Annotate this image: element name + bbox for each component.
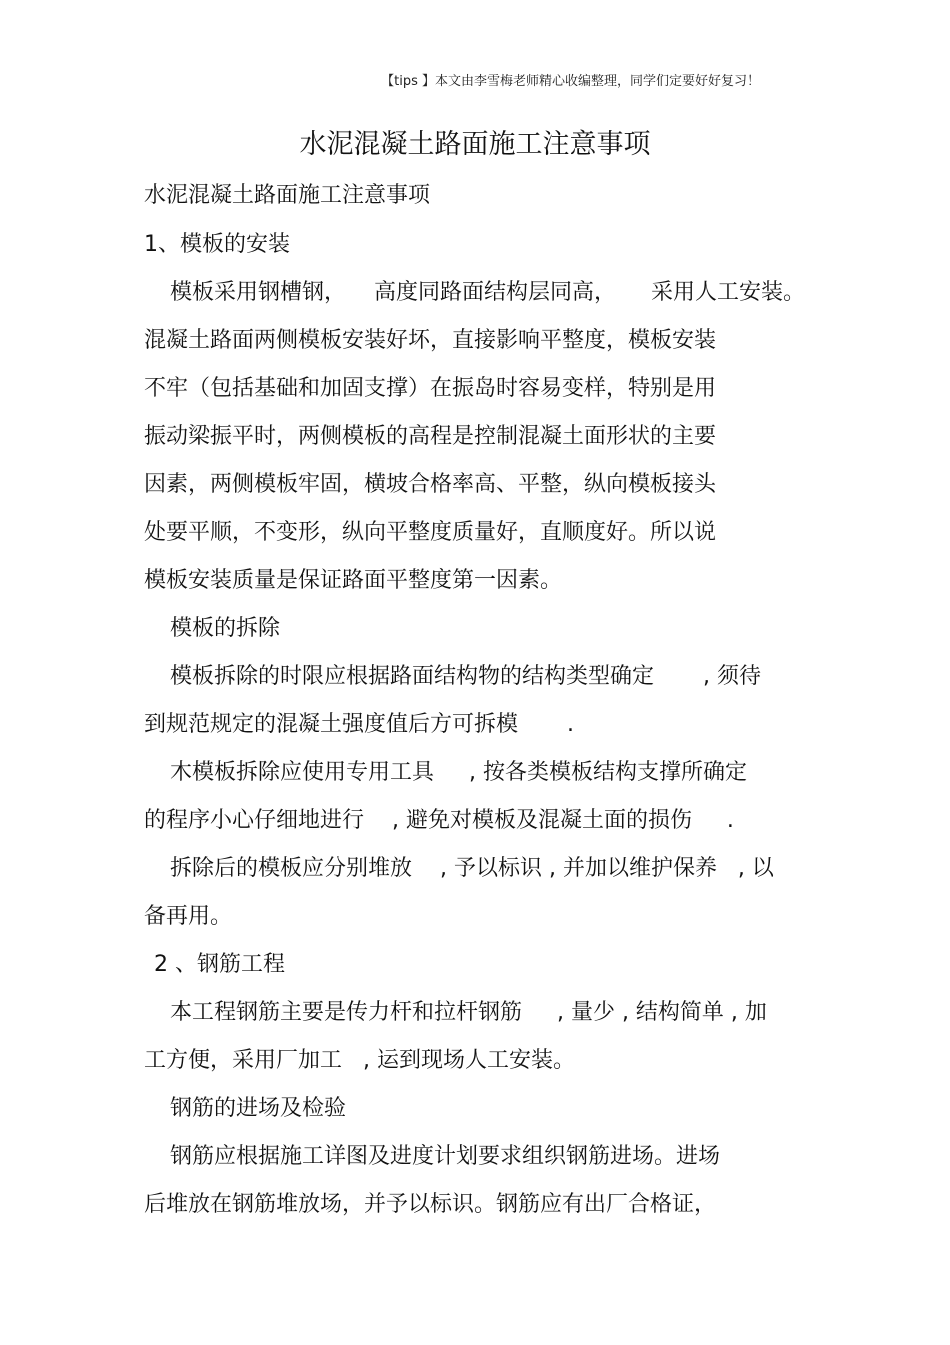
paragraph-line: 拆除后的模板应分别堆放 , 予以标识 , 并加以维护保养 , 以 bbox=[170, 856, 774, 881]
subsection-heading: 模板的拆除 bbox=[170, 616, 281, 641]
paragraph-line: 因素，两侧模板牢固，横坡合格率高、平整，纵向模板接头 bbox=[144, 472, 717, 497]
paragraph-line: 本工程钢筋主要是传力杆和拉杆钢筋 , 量少 , 结构简单 , 加 bbox=[170, 1000, 767, 1025]
paragraph-line: 模板采用钢槽钢， 高度同路面结构层同高， 采用人工安装。 bbox=[170, 280, 805, 305]
document-title: 水泥混凝土路面施工注意事项 bbox=[299, 129, 651, 160]
paragraph-line: 模板安装质量是保证路面平整度第一因素。 bbox=[144, 568, 563, 593]
subtitle: 水泥混凝土路面施工注意事项 bbox=[144, 183, 431, 208]
paragraph-line: 木模板拆除应使用专用工具 , 按各类模板结构支撑所确定 bbox=[170, 760, 747, 785]
paragraph-line: 混凝土路面两侧模板安装好坏，直接影响平整度，模板安装 bbox=[144, 328, 717, 353]
paragraph-line: 振动梁振平时，两侧模板的高程是控制混凝土面形状的主要 bbox=[144, 424, 717, 449]
paragraph-line: 不牢（包括基础和加固支撑）在振岛时容易变样，特别是用 bbox=[144, 376, 717, 401]
paragraph-line: 后堆放在钢筋堆放场，并予以标识。钢筋应有出厂合格证， bbox=[144, 1192, 717, 1217]
paragraph-line: 工方便，采用厂加工 , 运到现场人工安装。 bbox=[144, 1048, 575, 1073]
paragraph-line: 到规范规定的混凝土强度值后方可拆模 . bbox=[144, 712, 574, 737]
header-tips: 【tips 】本文由李雪梅老师精心收编整理，同学们定要好好复习！ bbox=[381, 74, 760, 89]
paragraph-line: 钢筋应根据施工详图及进度计划要求组织钢筋进场。进场 bbox=[170, 1144, 721, 1169]
paragraph-line: 的程序小心仔细地进行 , 避免对模板及混凝土面的损伤 . bbox=[144, 808, 734, 833]
section-heading-1: 1、模板的安装 bbox=[144, 232, 290, 257]
section-heading-2: 2 、钢筋工程 bbox=[154, 952, 285, 977]
paragraph-line: 模板拆除的时限应根据路面结构物的结构类型确定 , 须待 bbox=[170, 664, 761, 689]
paragraph-line: 备再用。 bbox=[144, 904, 233, 929]
paragraph-line: 处要平顺，不变形，纵向平整度质量好，直顺度好。所以说 bbox=[144, 520, 717, 545]
subsection-heading: 钢筋的进场及检验 bbox=[170, 1096, 347, 1121]
